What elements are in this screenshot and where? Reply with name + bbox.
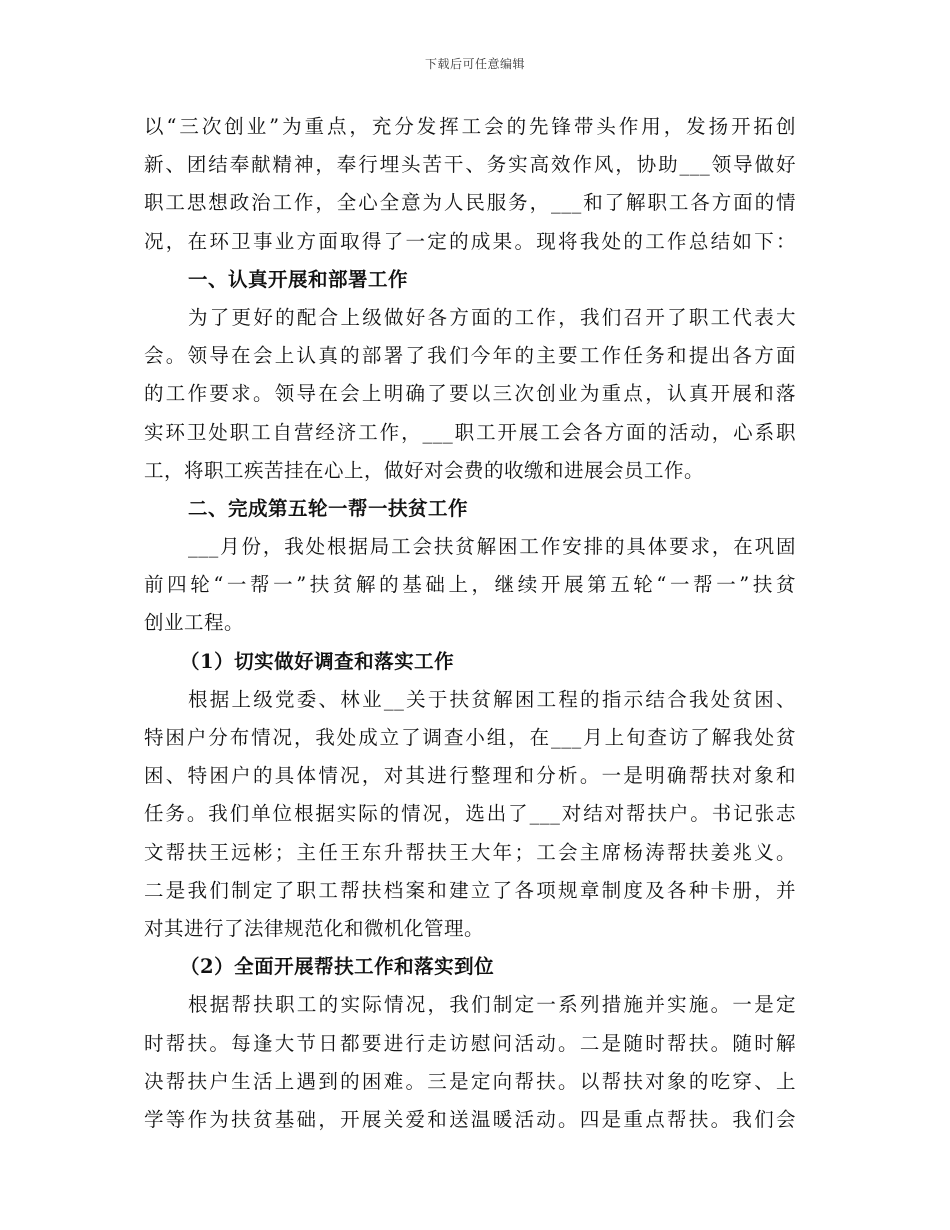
body-line: 困、特困户的具体情况，对其进行整理和分析。一是明确帮扶对象和 [144, 764, 796, 788]
subsection-heading-2: （2）全面开展帮扶工作和落实到位 [180, 955, 495, 979]
subsection-heading-1: （1）切实做好调查和落实工作 [180, 649, 455, 673]
body-line: 文帮扶王远彬；主任王东升帮扶王大年；工会主席杨涛帮扶姜兆义。 [144, 840, 796, 864]
body-line: 特困户分布情况，我处成立了调查小组，在___月上旬查访了解我处贫 [144, 726, 796, 749]
body-line: 决帮扶户生活上遇到的困难。三是定向帮扶。以帮扶对象的吃穿、上 [144, 1069, 796, 1093]
paragraph-start-line: ___月份，我处根据局工会扶贫解困工作安排的具体要求，在巩固 [188, 535, 796, 559]
body-line: 会。领导在会上认真的部署了我们今年的主要工作任务和提出各方面 [144, 344, 796, 368]
section-heading-1: 一、认真开展和部署工作 [188, 267, 409, 291]
body-line: 况，在环卫事业方面取得了一定的成果。现将我处的工作总结如下： [144, 229, 796, 253]
document-body [144, 108, 796, 1139]
paragraph-start-line: 根据帮扶职工的实际情况，我们制定一系列措施并实施。一是定 [188, 993, 796, 1017]
body-line: 以“三次创业”为重点，充分发挥工会的先锋带头作用，发扬开拓创 [144, 115, 796, 138]
body-line: 新、团结奉献精神，奉行埋头苦干、务实高效作风，协助___领导做好 [144, 153, 796, 177]
page-header-note: 下载后可任意编辑 [424, 57, 525, 71]
section-heading-2: 二、完成第五轮一帮一扶贫工作 [188, 496, 469, 520]
paragraph-end-line: 工，将职工疾苦挂在心上，做好对会费的收缴和进展会员工作。 [144, 458, 705, 482]
body-line: 职工思想政治工作，全心全意为人民服务，___和了解职工各方面的情 [144, 191, 796, 215]
body-line: 二是我们制定了职工帮扶档案和建立了各项规章制度及各种卡册，并 [144, 878, 796, 902]
paragraph-start-line: 根据上级党委、林业__关于扶贫解困工程的指示结合我处贫困、 [188, 687, 796, 711]
body-line: 时帮扶。每逢大节日都要进行走访慰问活动。二是随时帮扶。随时解 [144, 1031, 796, 1055]
paragraph-end-line: 创业工程。 [144, 611, 245, 635]
body-line: 前四轮“一帮一”扶贫解的基础上，继续开展第五轮“一帮一”扶贫 [144, 573, 796, 597]
body-line: 学等作为扶贫基础，开展关爱和送温暖活动。四是重点帮扶。我们会 [144, 1107, 796, 1131]
paragraph-start-line: 为了更好的配合上级做好各方面的工作，我们召开了职工代表大 [188, 305, 796, 329]
body-line: 实环卫处职工自营经济工作，___职工开展工会各方面的活动，心系职 [144, 420, 796, 444]
body-line: 任务。我们单位根据实际的情况，选出了___对结对帮扶户。书记张志 [144, 802, 796, 826]
paragraph-end-line: 对其进行了法律规范化和微机化管理。 [144, 916, 485, 940]
body-line: 的工作要求。领导在会上明确了要以三次创业为重点，认真开展和落 [144, 382, 796, 406]
